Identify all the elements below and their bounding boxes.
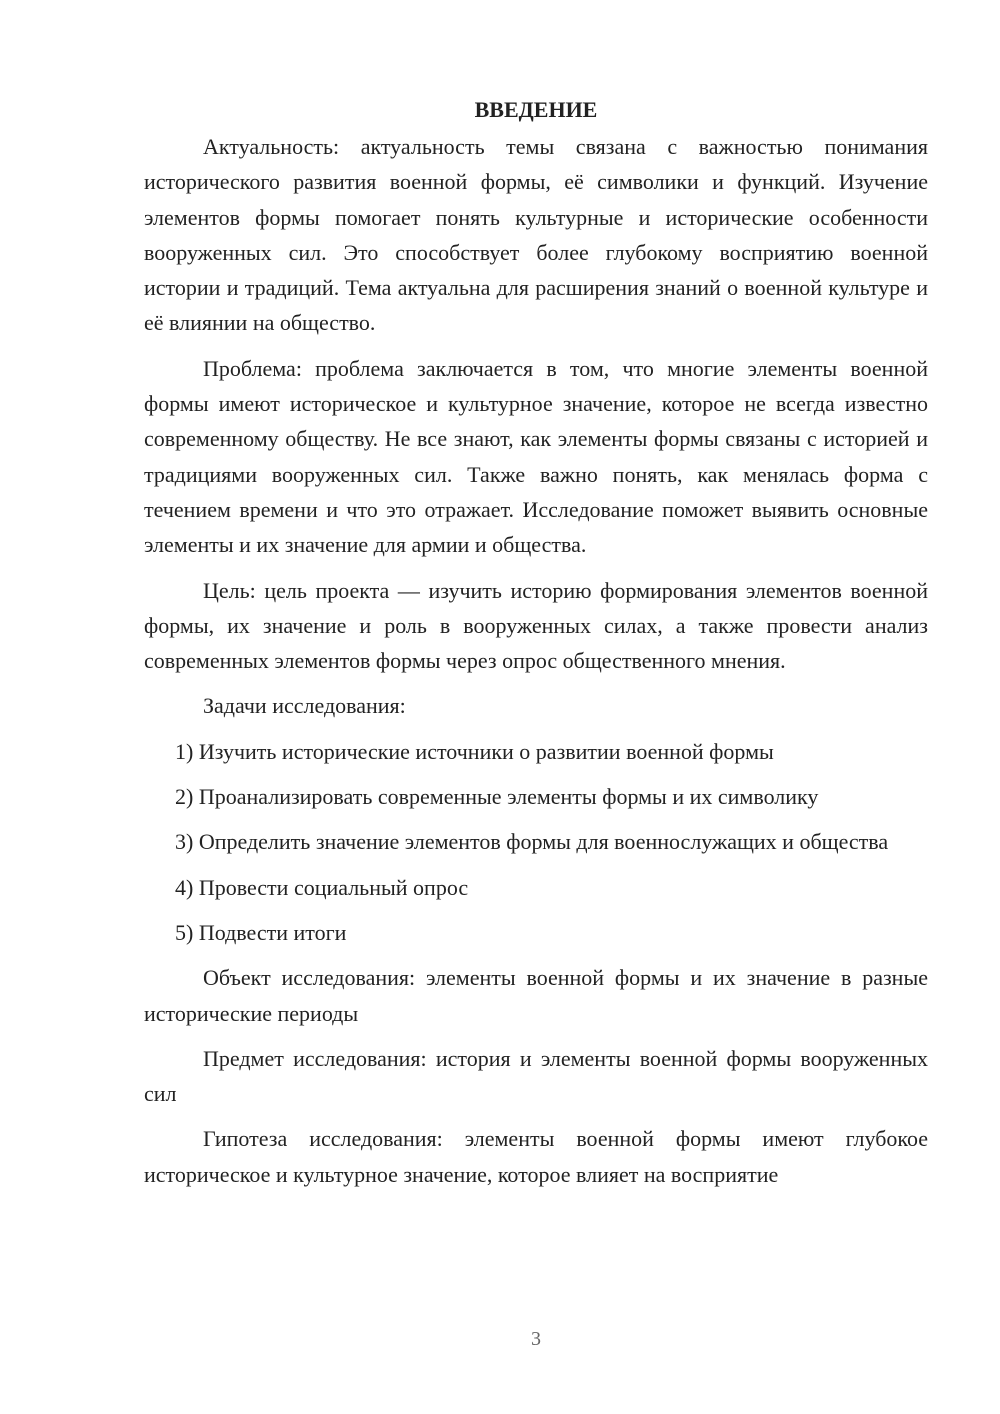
tasks-heading: Задачи исследования: [203,693,406,719]
object-paragraph: Объект исследования: элементы военной формы и их значение в разные исторические периоды [144,965,928,1026]
document-page [144,92,928,1202]
task-item: 2) Проанализировать современные элементы формы и их символику [175,784,819,810]
subject-paragraph: Предмет исследования: история и элементы военной формы вооруженных сил [144,1045,928,1107]
goal-paragraph: Цель: цель проекта — изучить историю формирования элементов военной формы, их значение и роль в вооруженных силах, а также провести анализ современных элементов формы через опрос общественного мнения. [144,577,928,674]
task-item: 1) Изучить исторические источники о развитии военной формы [175,738,774,764]
task-item: 5) Подвести итоги [175,919,347,945]
problem-paragraph: Проблема: проблема заключается в том, что многие элементы военной формы имеют историческое и культурное значение, которое не всегда известно современному обществу. Не все знают, как элементы формы связаны с историей и традициями вооруженных сил. Также важно понять, как менялась форма с течением времени и что это отражает. Исследование поможет выявить основные элементы и их значение для армии и общества. [144,355,928,558]
task-item: 4) Провести социальный опрос [175,874,469,900]
page-title: ВВЕДЕНИЕ [474,97,598,122]
hypothesis-paragraph: Гипотеза исследования: элементы военной формы имеют глубокое историческое и культурное значение, которое влияет на восприятие [144,1126,928,1187]
tasks-list [144,734,928,950]
relevance-paragraph: Актуальность: актуальность темы связана с важностью понимания исторического развития военной формы, её символики и функций. Изучение элементов формы помогает понять культурные и исторические особенности вооруженных сил. Это способствует более глубокому восприятию военной истории и традиций. Тема актуальна для расширения знаний о военной культуре и её влиянии на общество. [144,134,928,336]
page-number: 3 [531,1328,541,1350]
task-item: 3) Определить значение элементов формы для военнослужащих и общества [175,829,889,855]
